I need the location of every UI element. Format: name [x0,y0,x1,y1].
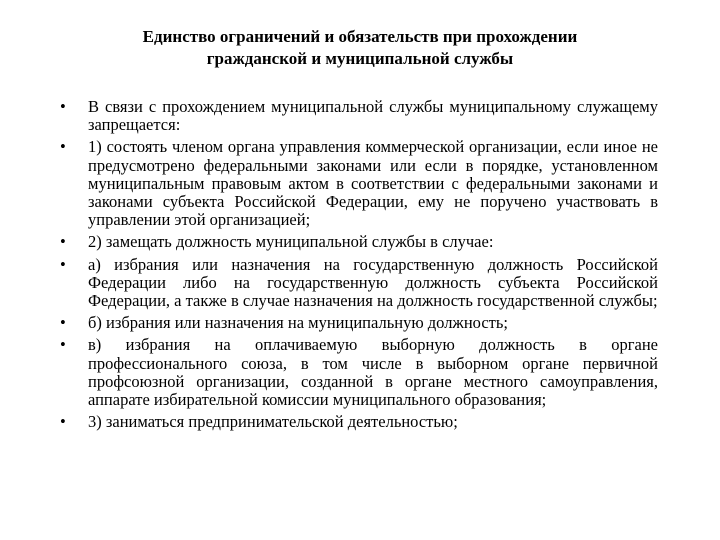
list-item-text: 3) заниматься предпринимательской деятельностью; [88,412,458,432]
bullet-icon: • [60,137,66,157]
list-item [60,413,658,431]
list-item [60,233,658,251]
title-line-1: Единство ограничений и обязательств при прохождении [142,27,578,46]
list-item-text: 1) состоять членом органа управления коммерческой организации, если иное не предусмотрено федеральными законами или если в порядке, установленном муниципальным правовым актом в соответствии с федеральными законами и законами субъекта Российской Федерации, ему не поручено участвовать в управлении этой организацией; [88,137,658,230]
slide-title [60,26,660,70]
list-item-text: 2) замещать должность муниципальной службы в случае: [88,232,494,252]
list-item [60,98,658,134]
bullet-list [60,98,658,435]
bullet-icon: • [60,97,66,116]
title-line-2: гражданской и муниципальной службы [206,49,514,68]
list-item-text: б) избрания или назначения на муниципальную должность; [88,313,508,333]
list-item-text: в) избрания на оплачиваемую выборную должность в органе профессионального союза, в том числе в выборном органе первичной профсоюзной организации, созданной в органе местного самоуправления, аппарате избирательной комиссии муниципального образования; [88,335,658,410]
list-item [60,336,658,409]
bullet-icon: • [60,412,66,432]
bullet-icon: • [60,232,66,252]
list-item [60,138,658,229]
list-item-text: В связи с прохождением муниципальной службы муниципальному служащему запрещается: [88,97,658,135]
list-item [60,256,658,311]
list-item [60,314,658,332]
bullet-icon: • [60,313,66,333]
list-item-text: а) избрания или назначения на государственную должность Российской Федерации либо на государственную должность субъекта Российской Федерации, а также в случае назначения на должность государственной службы; [88,254,658,311]
bullet-icon: • [60,335,66,355]
bullet-icon: • [60,254,66,274]
